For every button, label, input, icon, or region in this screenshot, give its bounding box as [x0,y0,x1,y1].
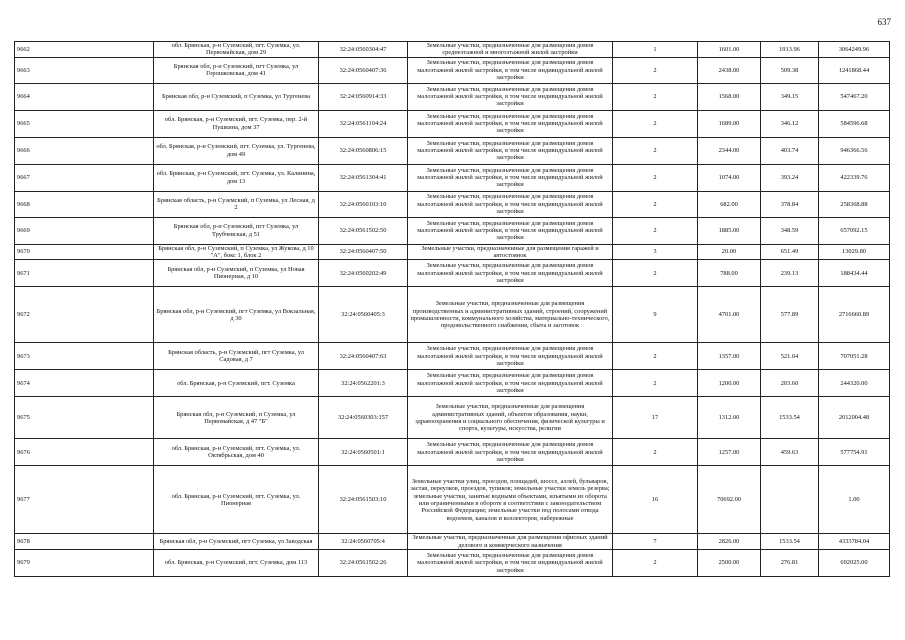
cadastral-value-table [14,41,890,577]
address-cell: Брянская обл, р-н Суземский, п Суземка, ул Тургенева [154,83,319,110]
group-number-cell: 2 [613,439,698,466]
address-cell: обл. Брянская, р-н Суземский, пгт. Суземка, дом 113 [154,550,319,577]
cadastral-number-cell: 32:24:0561104:24 [319,110,408,137]
area-cell: 1312.00 [698,397,761,439]
table-body [15,42,890,577]
group-number-cell: 2 [613,137,698,164]
land-use-cell: Земельные участки, предназначенные для размещения домов малоэтажной жилой застройки, в том числе индивидуальной жилой застройки [408,217,613,244]
group-number-cell: 2 [613,110,698,137]
group-number-cell: 2 [613,217,698,244]
address-cell: Брянская обл, р-н Суземский, пгт Суземка, ул Горошковская, дом 41 [154,57,319,83]
table-row [15,110,890,137]
land-use-cell: Земельные участки, предназначенные для размещения домов среднеэтажной и многоэтажной жилой застройки [408,42,613,58]
group-number-cell: 2 [613,57,698,83]
land-use-cell: Земельные участки, предназначенные для размещения домов малоэтажной жилой застройки, в том числе индивидуальной жилой застройки [408,191,613,217]
cadastral-value-cell: 547467.20 [819,83,890,110]
land-use-cell: Земельные участки, предназначенные для размещения гаражей и автостоянок [408,244,613,260]
area-cell: 70692.00 [698,466,761,534]
specific-value-cell: 1533.54 [761,534,819,550]
table-row [15,397,890,439]
area-cell: 1568.00 [698,83,761,110]
land-use-cell: Земельные участки, предназначенные для размещения домов малоэтажной жилой застройки, в том числе индивидуальной жилой застройки [408,550,613,577]
cadastral-number-cell: 32:24:0560407:63 [319,343,408,370]
cadastral-value-cell: 657092.15 [819,217,890,244]
address-cell: Брянская область, р-н Суземский, пгт Суземка, ул Садовая, д 7 [154,343,319,370]
cadastral-value-cell: 577754.91 [819,439,890,466]
cadastral-number-cell: 32:24:0560405:3 [319,287,408,343]
table-row [15,191,890,217]
table-row [15,466,890,534]
cadastral-value-cell: 13029.80 [819,244,890,260]
address-cell: Брянская обл, р-н Суземский, п Суземка, ул Первомайская, д 47 "Б" [154,397,319,439]
cadastral-value-cell: 2012004.48 [819,397,890,439]
row-number: 9662 [15,42,154,58]
row-number: 9678 [15,534,154,550]
cadastral-value-cell: 258368.88 [819,191,890,217]
cadastral-number-cell: 32:24:0560501:1 [319,439,408,466]
specific-value-cell: 378.84 [761,191,819,217]
row-number: 9668 [15,191,154,217]
cadastral-number-cell: 32:24:0560304:47 [319,42,408,58]
row-number: 9664 [15,83,154,110]
specific-value-cell: 239.13 [761,260,819,287]
table-row [15,164,890,191]
area-cell: 20.00 [698,244,761,260]
land-use-cell: Земельные участки, предназначенные для размещения домов малоэтажной жилой застройки, в том числе индивидуальной жилой застройки [408,137,613,164]
address-cell: обл. Брянская, р-н Суземский, пгт. Суземка, ул. Первомайская, дом 29 [154,42,319,58]
group-number-cell: 2 [613,191,698,217]
row-number: 9676 [15,439,154,466]
group-number-cell: 9 [613,287,698,343]
cadastral-number-cell: 32:24:0561503:10 [319,466,408,534]
table-row [15,137,890,164]
land-use-cell: Земельные участки, предназначенные для размещения офисных зданий делового и коммерческого назначения [408,534,613,550]
address-cell: Брянская обл, р-н Суземский, пгт Суземка, ул Заводская [154,534,319,550]
specific-value-cell: 203.60 [761,370,819,397]
area-cell: 1885.00 [698,217,761,244]
row-number: 9675 [15,397,154,439]
address-cell: Брянская обл, р-н Суземский, п Суземка, ул Новая Пионерная, д 10 [154,260,319,287]
row-number: 9671 [15,260,154,287]
table-row [15,260,890,287]
specific-value-cell: 577.89 [761,287,819,343]
area-cell: 1257.00 [698,439,761,466]
area-cell: 1601.00 [698,42,761,58]
cadastral-value-cell: 584596.68 [819,110,890,137]
group-number-cell: 3 [613,244,698,260]
group-number-cell: 2 [613,164,698,191]
land-use-cell: Земельные участки, предназначенные для размещения производственных и административных зданий, строений, сооружений промышленности, коммунального хозяйства, материально-технического, продовольственного снабжения, сбыта и заготовок [408,287,613,343]
table-row [15,42,890,58]
row-number: 9667 [15,164,154,191]
row-number: 9669 [15,217,154,244]
table-row [15,439,890,466]
row-number: 9670 [15,244,154,260]
table-row [15,343,890,370]
cadastral-number-cell: 32:24:0560914:33 [319,83,408,110]
group-number-cell: 17 [613,397,698,439]
address-cell: Брянская область, р-н Суземский, п Суземка, ул Лесная, д 2 [154,191,319,217]
cadastral-value-cell: 1.00 [819,466,890,534]
land-use-cell: Земельные участки, предназначенные для размещения домов малоэтажной жилой застройки, в том числе индивидуальной жилой застройки [408,164,613,191]
area-cell: 1689.00 [698,110,761,137]
row-number: 9663 [15,57,154,83]
group-number-cell: 2 [613,370,698,397]
area-cell: 4701.00 [698,287,761,343]
land-use-cell: Земельные участки, предназначенные для размещения домов малоэтажной жилой застройки, в том числе индивидуальной жилой застройки [408,439,613,466]
specific-value-cell: 521.04 [761,343,819,370]
cadastral-number-cell: 32:24:0560103:10 [319,191,408,217]
page-number: 637 [877,17,891,27]
specific-value-cell: 346.12 [761,110,819,137]
cadastral-value-cell: 1241868.44 [819,57,890,83]
land-use-cell: Земельные участки улиц, проездов, площадей, шоссе, аллей, бульваров, застав, переулков, проездов, тупиков; земельные участки земель резерва; земельные участки, занятые водными объектами, изъятыми из оборота или ограниченными в обороте в соответствии с законодательством Российской Федерации; земельные участки под полосами отвода водоемов, каналов и коллекторов, набережные [408,466,613,534]
cadastral-number-cell: 32:24:0560407:50 [319,244,408,260]
cadastral-value-cell: 188434.44 [819,260,890,287]
group-number-cell: 1 [613,42,698,58]
row-number: 9672 [15,287,154,343]
area-cell: 788.00 [698,260,761,287]
specific-value-cell: 459.63 [761,439,819,466]
cadastral-value-cell: 4333784.04 [819,534,890,550]
land-use-cell: Земельные участки, предназначенные для размещения домов малоэтажной жилой застройки, в том числе индивидуальной жилой застройки [408,110,613,137]
table-row [15,244,890,260]
cadastral-value-cell: 3064249.96 [819,42,890,58]
table-row [15,550,890,577]
address-cell: обл. Брянская, р-н Суземский, пгт. Суземка, ул. Тургенева, дом 49 [154,137,319,164]
area-cell: 1357.00 [698,343,761,370]
row-number: 9677 [15,466,154,534]
area-cell: 682.00 [698,191,761,217]
group-number-cell: 2 [613,83,698,110]
cadastral-number-cell: 32:24:0561304:41 [319,164,408,191]
row-number: 9679 [15,550,154,577]
area-cell: 1200.00 [698,370,761,397]
group-number-cell: 2 [613,260,698,287]
specific-value-cell [761,466,819,534]
cadastral-number-cell: 32:24:0561502:26 [319,550,408,577]
specific-value-cell: 393.24 [761,164,819,191]
group-number-cell: 16 [613,466,698,534]
land-use-cell: Земельные участки, предназначенные для размещения домов малоэтажной жилой застройки, в том числе индивидуальной жилой застройки [408,57,613,83]
specific-value-cell: 1533.54 [761,397,819,439]
row-number: 9665 [15,110,154,137]
cadastral-value-cell: 244320.00 [819,370,890,397]
table-row [15,534,890,550]
row-number: 9674 [15,370,154,397]
table-row [15,217,890,244]
specific-value-cell: 276.81 [761,550,819,577]
cadastral-number-cell: 32:24:0560407:36 [319,57,408,83]
specific-value-cell: 509.38 [761,57,819,83]
cadastral-value-cell: 946366.56 [819,137,890,164]
cadastral-number-cell: 32:24:0560806:15 [319,137,408,164]
table-row [15,57,890,83]
address-cell: обл. Брянская, р-н Суземский, пгт. Суземка, ул. Калинина, дом 13 [154,164,319,191]
area-cell: 2826.00 [698,534,761,550]
cadastral-number-cell: 32:24:0560202:49 [319,260,408,287]
specific-value-cell: 403.74 [761,137,819,164]
table-row [15,83,890,110]
cadastral-value-cell: 422339.76 [819,164,890,191]
cadastral-number-cell: 32:24:0560303:157 [319,397,408,439]
cadastral-number-cell: 32:24:0562201:3 [319,370,408,397]
address-cell: Брянская обл, р-н Суземский, пгт Суземка, ул Трубчевская, д 51 [154,217,319,244]
address-cell: обл. Брянская, р-н Суземский, пгт. Суземка, пер. 2-й Пушкина, дом 37 [154,110,319,137]
land-use-cell: Земельные участки, предназначенные для размещения домов малоэтажной жилой застройки, в том числе индивидуальной жилой застройки [408,343,613,370]
specific-value-cell: 349.15 [761,83,819,110]
specific-value-cell: 651.49 [761,244,819,260]
address-cell: Брянская обл, р-н Суземский, п Суземка, ул Жукова, д 10 "А", бокс 1, блок 2 [154,244,319,260]
cadastral-number-cell: 32:24:0561502:50 [319,217,408,244]
land-use-cell: Земельные участки, предназначенные для размещения домов малоэтажной жилой застройки, в том числе индивидуальной жилой застройки [408,83,613,110]
area-cell: 2344.00 [698,137,761,164]
specific-value-cell: 348.59 [761,217,819,244]
group-number-cell: 7 [613,534,698,550]
cadastral-value-cell: 707051.28 [819,343,890,370]
land-use-cell: Земельные участки, предназначенные для размещения домов малоэтажной жилой застройки, в том числе индивидуальной жилой застройки [408,260,613,287]
address-cell: обл. Брянская, р-н Суземский, пгт. Суземка, ул. Пионерная [154,466,319,534]
table-row [15,287,890,343]
table-row [15,370,890,397]
cadastral-number-cell: 32:24:0560705:4 [319,534,408,550]
address-cell: обл. Брянская, р-н Суземский, пгт. Суземка [154,370,319,397]
row-number: 9666 [15,137,154,164]
row-number: 9673 [15,343,154,370]
cadastral-value-cell: 2716660.89 [819,287,890,343]
group-number-cell: 2 [613,343,698,370]
specific-value-cell: 1913.96 [761,42,819,58]
group-number-cell: 2 [613,550,698,577]
land-use-cell: Земельные участки, предназначенные для размещения административных зданий, объектов образования, науки, здравоохранения и социального обеспечения, физической культуры и спорта, культуры, искусства, религии [408,397,613,439]
area-cell: 2500.00 [698,550,761,577]
area-cell: 1074.00 [698,164,761,191]
cadastral-value-cell: 692025.00 [819,550,890,577]
address-cell: обл. Брянская, р-н Суземский, пгт. Суземка, ул. Октябрьская, дом 40 [154,439,319,466]
area-cell: 2438.00 [698,57,761,83]
land-use-cell: Земельные участки, предназначенные для размещения домов малоэтажной жилой застройки, в том числе индивидуальной жилой застройки [408,370,613,397]
address-cell: Брянская обл, р-н Суземский, пгт Суземка, ул Вокзальная, д 30 [154,287,319,343]
